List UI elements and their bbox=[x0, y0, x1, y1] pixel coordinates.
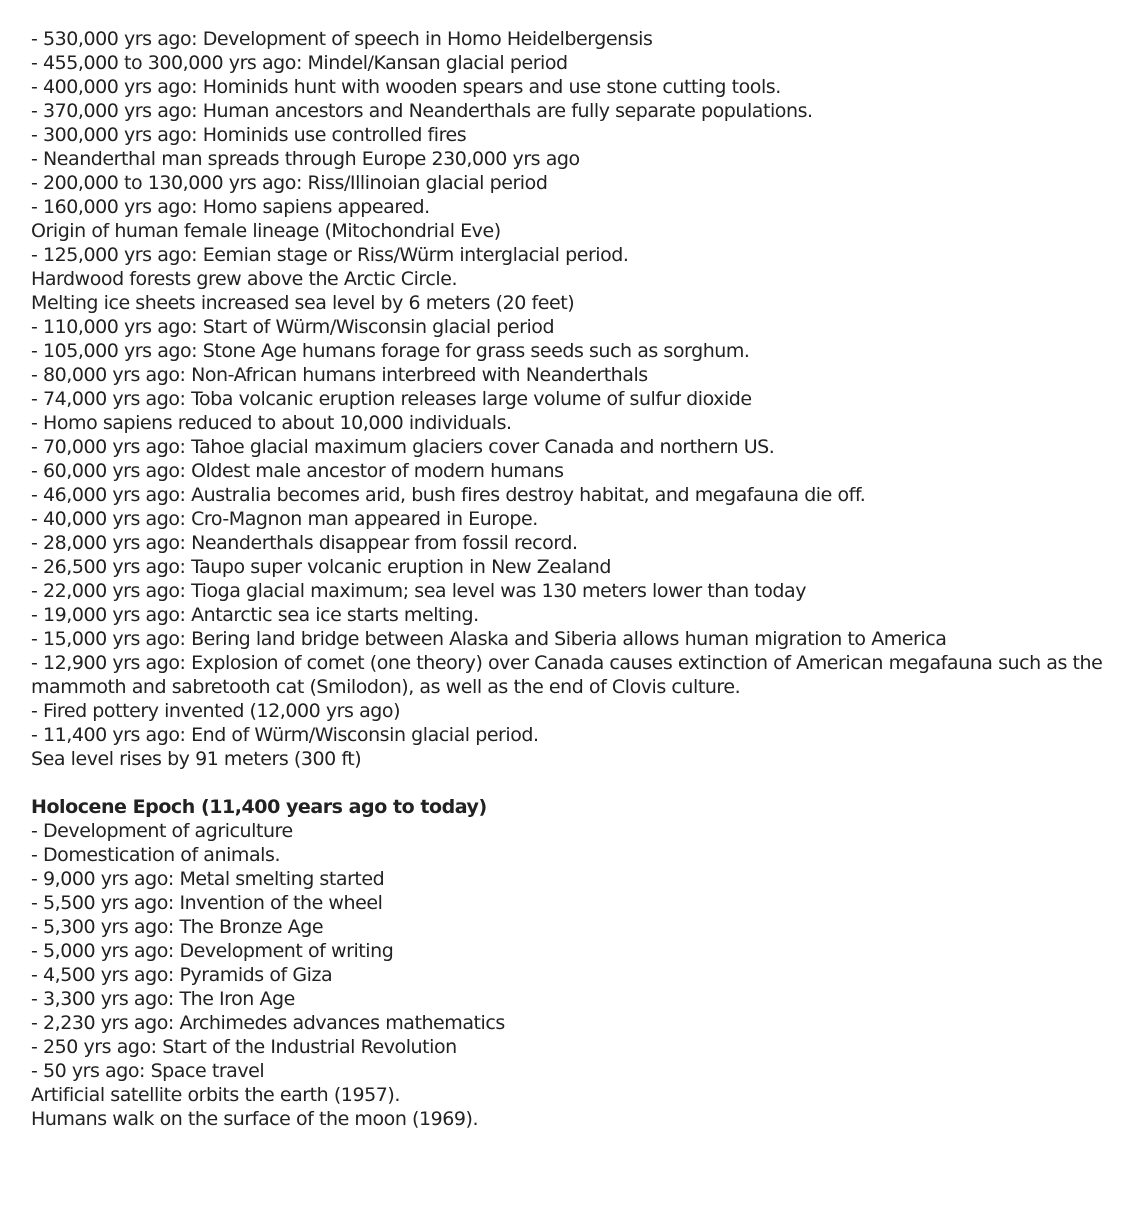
timeline-entry: - 3,300 yrs ago: The Iron Age bbox=[31, 988, 295, 1010]
timeline-entry: - 5,300 yrs ago: The Bronze Age bbox=[31, 916, 324, 938]
timeline-entry: - 200,000 to 130,000 yrs ago: Riss/Illinoian glacial period bbox=[31, 172, 548, 194]
holocene-section bbox=[31, 795, 1111, 1131]
timeline-entry: - 46,000 yrs ago: Australia becomes arid, bush fires destroy habitat, and megafauna die off. bbox=[31, 484, 866, 506]
timeline-entry: - 250 yrs ago: Start of the Industrial Revolution bbox=[31, 1036, 457, 1058]
timeline-entry: - 110,000 yrs ago: Start of Würm/Wisconsin glacial period bbox=[31, 316, 555, 338]
timeline-entry: - Development of agriculture bbox=[31, 820, 293, 842]
timeline-entry: Humans walk on the surface of the moon (1969). bbox=[31, 1108, 479, 1130]
timeline-entry: - Neanderthal man spreads through Europe 230,000 yrs ago bbox=[31, 148, 580, 170]
timeline-document bbox=[31, 27, 1111, 1131]
section-spacer bbox=[31, 771, 1111, 795]
holocene-heading: Holocene Epoch (11,400 years ago to today) bbox=[31, 796, 487, 818]
timeline-entry: - Homo sapiens reduced to about 10,000 individuals. bbox=[31, 412, 512, 434]
timeline-entry: - 28,000 yrs ago: Neanderthals disappear from fossil record. bbox=[31, 532, 578, 554]
timeline-entry: - 15,000 yrs ago: Bering land bridge between Alaska and Siberia allows human migration to America bbox=[31, 628, 947, 650]
timeline-entry: Hardwood forests grew above the Arctic Circle. bbox=[31, 268, 458, 290]
pleistocene-timeline bbox=[31, 27, 1111, 771]
timeline-entry: Origin of human female lineage (Mitochondrial Eve) bbox=[31, 220, 501, 242]
timeline-entry: - 400,000 yrs ago: Hominids hunt with wooden spears and use stone cutting tools. bbox=[31, 76, 781, 98]
timeline-entry: - 74,000 yrs ago: Toba volcanic eruption releases large volume of sulfur dioxide bbox=[31, 388, 752, 410]
timeline-entry: - 40,000 yrs ago: Cro-Magnon man appeared in Europe. bbox=[31, 508, 538, 530]
timeline-entry-comet: - 12,900 yrs ago: Explosion of comet (one theory) over Canada causes extinction of American megafauna such as the bbox=[31, 652, 1103, 674]
timeline-entry: - 300,000 yrs ago: Hominids use controlled fires bbox=[31, 124, 467, 146]
timeline-entry: - 5,000 yrs ago: Development of writing bbox=[31, 940, 394, 962]
timeline-entry: - 2,230 yrs ago: Archimedes advances mathematics bbox=[31, 1012, 505, 1034]
timeline-entry: - 22,000 yrs ago: Tioga glacial maximum; sea level was 130 meters lower than today bbox=[31, 580, 807, 602]
timeline-entry: - 4,500 yrs ago: Pyramids of Giza bbox=[31, 964, 333, 986]
timeline-entry: - 530,000 yrs ago: Development of speech in Homo Heidelbergensis bbox=[31, 28, 653, 50]
timeline-entry: - 19,000 yrs ago: Antarctic sea ice starts melting. bbox=[31, 604, 479, 626]
timeline-entry: - 105,000 yrs ago: Stone Age humans forage for grass seeds such as sorghum. bbox=[31, 340, 750, 362]
timeline-entry: - 455,000 to 300,000 yrs ago: Mindel/Kansan glacial period bbox=[31, 52, 568, 74]
timeline-entry: - 70,000 yrs ago: Tahoe glacial maximum glaciers cover Canada and northern US. bbox=[31, 436, 775, 458]
timeline-entry: - 125,000 yrs ago: Eemian stage or Riss/Würm interglacial period. bbox=[31, 244, 629, 266]
timeline-entry: - 160,000 yrs ago: Homo sapiens appeared. bbox=[31, 196, 430, 218]
timeline-entry: - 50 yrs ago: Space travel bbox=[31, 1060, 265, 1082]
timeline-entry-comet-continued: mammoth and sabretooth cat (Smilodon), as well as the end of Clovis culture. bbox=[31, 676, 741, 698]
timeline-entry: - Fired pottery invented (12,000 yrs ago) bbox=[31, 700, 401, 722]
timeline-entry: - 60,000 yrs ago: Oldest male ancestor of modern humans bbox=[31, 460, 564, 482]
timeline-entry: - 5,500 yrs ago: Invention of the wheel bbox=[31, 892, 383, 914]
timeline-entry: - 370,000 yrs ago: Human ancestors and Neanderthals are fully separate populations. bbox=[31, 100, 813, 122]
timeline-entry: - 26,500 yrs ago: Taupo super volcanic eruption in New Zealand bbox=[31, 556, 611, 578]
timeline-entry: - Domestication of animals. bbox=[31, 844, 281, 866]
timeline-entry: - 80,000 yrs ago: Non-African humans interbreed with Neanderthals bbox=[31, 364, 648, 386]
timeline-entry: Artificial satellite orbits the earth (1957). bbox=[31, 1084, 400, 1106]
timeline-entry: - 11,400 yrs ago: End of Würm/Wisconsin glacial period. bbox=[31, 724, 539, 746]
timeline-entry: Melting ice sheets increased sea level by 6 meters (20 feet) bbox=[31, 292, 575, 314]
timeline-entry: Sea level rises by 91 meters (300 ft) bbox=[31, 748, 362, 770]
timeline-entry: - 9,000 yrs ago: Metal smelting started bbox=[31, 868, 385, 890]
